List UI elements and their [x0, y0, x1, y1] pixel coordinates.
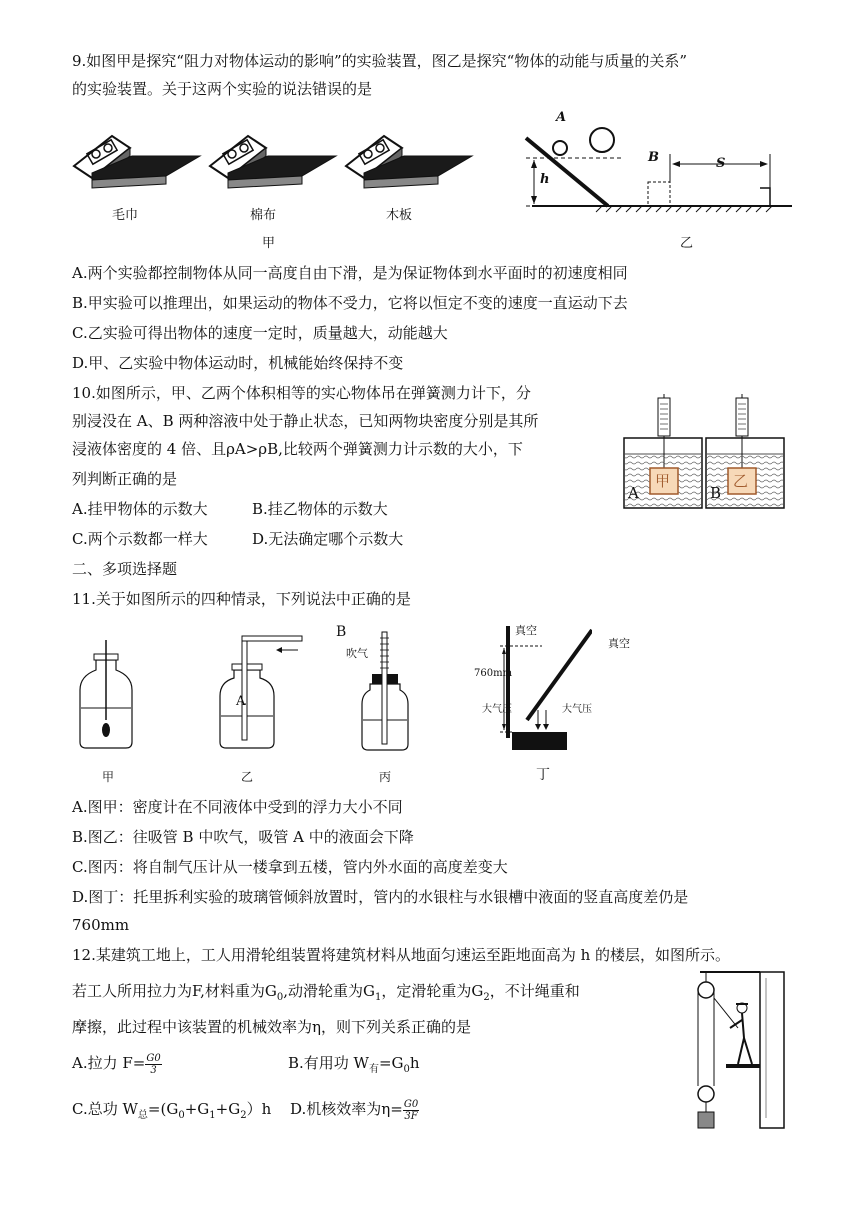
- q12-stem-line2: 若工人所用拉力为F,材料重为$G_0$,动滑轮重为$G_1$，定滑轮重为$G_2$，不计绳重和: [72, 982, 580, 1003]
- q10-option-d: D.无法确定哪个示数大: [252, 530, 404, 548]
- fig-ding-label-atm1: 大气压: [482, 704, 512, 715]
- q12-option-b: B.有用功 $W_有=G_0h$: [288, 1054, 420, 1075]
- q11-caption-bing: 丙: [379, 770, 392, 784]
- fig-yi-label-b: B: [336, 624, 347, 640]
- q9-stem-line2: 的实验装置。关于这两个实验的说法错误的是: [72, 80, 373, 98]
- q12-stem-line1: 12.某建筑工地上，工人用滑轮组装置将建筑材料从地面匀速运至距地面高为 h 的楼层，如图所示。: [72, 946, 731, 964]
- q10-option-a: A.挂甲物体的示数大: [72, 500, 208, 518]
- q11-option-c: C.图丙：将自制气压计从一楼拿到五楼，管内外水面的高度差变大: [72, 858, 508, 876]
- ramp-cotton: [210, 136, 336, 188]
- label-cotton: 棉布: [250, 208, 277, 223]
- label-object-jia: 甲: [655, 472, 671, 490]
- fig-ding-label-760mm: 760mm: [474, 668, 513, 679]
- ramp-wood: [346, 136, 472, 188]
- q9-figure-jia: [72, 118, 492, 258]
- q11-option-d-cont: 760mm: [72, 916, 130, 934]
- q11-caption-ding: 丁: [536, 767, 550, 783]
- q9-option-b: B.甲实验可以推理出，如果运动的物体不受力，它将以恒定不变的速度一直运动下去: [72, 294, 628, 312]
- q10-figure: [620, 394, 790, 510]
- q11-caption-jia: 甲: [102, 770, 115, 784]
- fig-ding-label-atm2: 大气压: [562, 704, 592, 715]
- fig-ding-label-vacuum1: 真空: [515, 624, 537, 637]
- section-title-multiple-choice: 二、多项选择题: [72, 560, 178, 578]
- q10-stem-line3: 浸液体密度的 4 倍、且ρA>ρB,比较两个弹簧测力计示数的大小，下: [72, 440, 523, 458]
- q12-pulley-figure: [690, 968, 800, 1140]
- fig-bing-barometer-bottle: [362, 632, 408, 750]
- q11-stem: 11.关于如图所示的四种情录，下列说法中正确的是: [72, 590, 411, 608]
- label-point-b: B: [648, 150, 659, 165]
- ramp-towel: [74, 136, 200, 188]
- label-distance-s: S: [716, 156, 726, 171]
- q11-caption-yi: 乙: [241, 770, 254, 784]
- q9-stem-line1: 9.如图甲是探究“阻力对物体运动的影响”的实验装置，图乙是探究“物体的动能与质量的关系”: [72, 52, 687, 70]
- q11-option-b: B.图乙：往吸管 B 中吹气，吸管 A 中的液面会下降: [72, 828, 414, 846]
- label-height-h: h: [540, 172, 550, 187]
- q9-option-c: C.乙实验可得出物体的速度一定时，质量越大，动能越大: [72, 324, 448, 342]
- q12-option-d: D.机核效率为η= $\frac{G0}{3F}$: [290, 1098, 419, 1122]
- label-solution-b: B: [710, 484, 722, 502]
- label-object-yi: 乙: [733, 472, 749, 490]
- q11-figure: [72, 620, 592, 770]
- q9-option-a: A.两个实验都控制物体从同一高度自由下滑，是为保证物体到水平面时的初速度相同: [72, 264, 628, 282]
- label-point-a: A: [556, 110, 567, 125]
- q11-option-d: D.图丁：托里拆利实验的玻璃管倾斜放置时，管内的水银柱与水银槽中液面的竖直高度差仍是: [72, 888, 689, 906]
- fig-yi-label-blow: 吹气: [346, 647, 368, 660]
- fig-jia-hydrometer-bottle: [80, 640, 132, 748]
- label-towel: 毛巾: [112, 208, 139, 223]
- q10-stem-line1: 10.如图所示，甲、乙两个体积相等的实心物体吊在弹簧测力计下，分: [72, 384, 531, 402]
- q10-option-c: C.两个示数都一样大: [72, 530, 208, 548]
- q9-option-d: D.甲、乙实验中物体运动时，机械能始终保持不变: [72, 354, 404, 372]
- q10-stem-line2: 别浸没在 A、B 两种溶液中处于静止状态，已知两物块密度分别是其所: [72, 412, 539, 430]
- fig-yi-label-a: A: [236, 694, 246, 709]
- q11-option-a: A.图甲：密度计在不同液体中受到的浮力大小不同: [72, 798, 403, 816]
- caption-jia: 甲: [262, 236, 276, 251]
- q10-option-b: B.挂乙物体的示数大: [252, 500, 388, 518]
- q10-stem-line4: 列判断正确的是: [72, 470, 178, 488]
- q12-stem-line3: 摩擦，此过程中该装置的机械效率为η，则下列关系正确的是: [72, 1018, 471, 1036]
- q12-option-c: C.总功 $W_总=(G_0+G_1+G_2)h$: [72, 1100, 272, 1121]
- fig-yi-straw-bottle: [220, 636, 302, 748]
- label-solution-a: A: [628, 484, 639, 502]
- label-wood: 木板: [386, 208, 413, 223]
- q12-option-a: A.拉力 F= $\frac{G0}{3}$: [72, 1052, 161, 1076]
- fig-ding-label-vacuum2: 真空: [608, 637, 630, 650]
- fig-ding-torricelli: [500, 626, 592, 750]
- caption-yi: 乙: [680, 236, 694, 251]
